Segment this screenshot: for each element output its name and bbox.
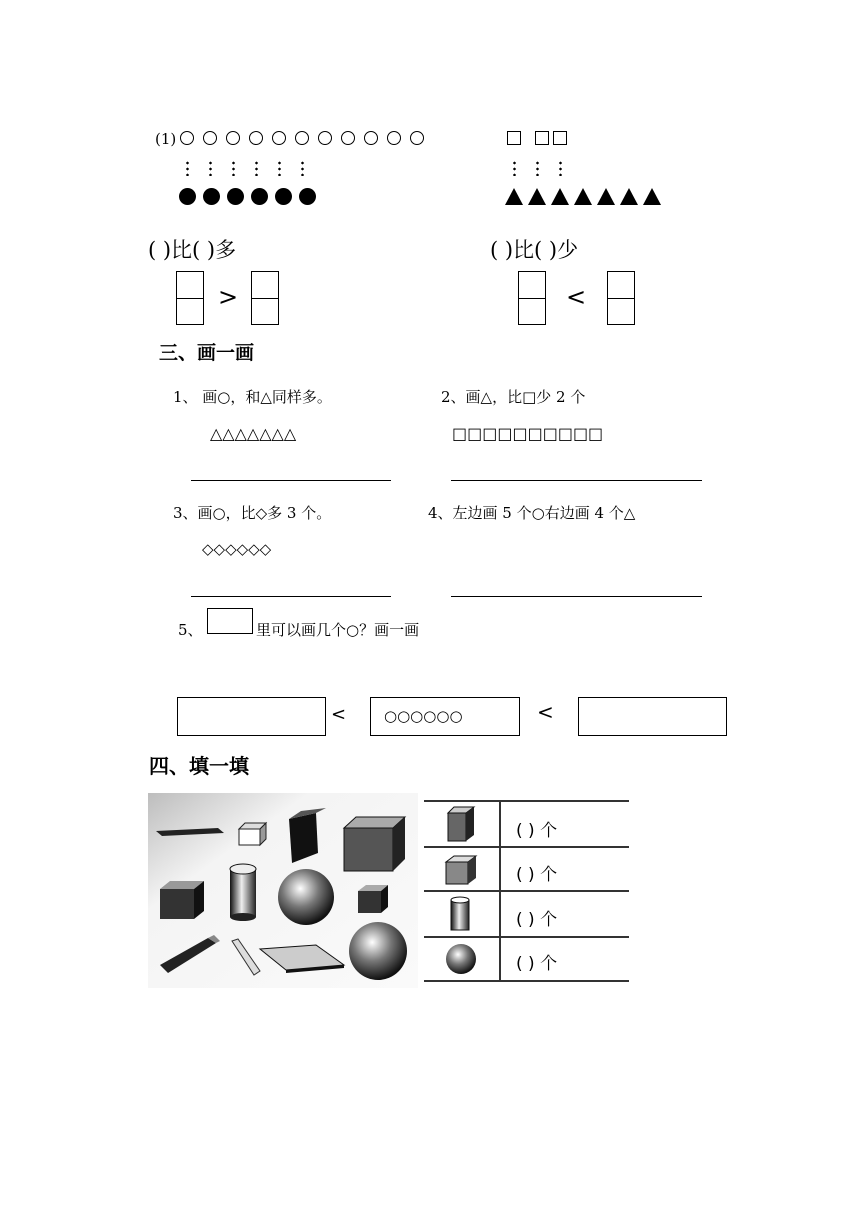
dotted-connector-row-right bbox=[513, 160, 582, 176]
q4-text: 4、左边画 5 个○右边画 4 个△ bbox=[428, 504, 636, 522]
hollow-circle-icon bbox=[318, 131, 332, 145]
q3-answer-line[interactable] bbox=[191, 596, 391, 597]
table-row-sphere-count[interactable]: ( ) 个 bbox=[516, 954, 558, 974]
q5-less-than-2: < bbox=[537, 700, 554, 724]
hollow-circle-icon bbox=[226, 131, 240, 145]
q5-text: 里可以画几个○？画一画 bbox=[256, 621, 420, 639]
dotted-line-icon bbox=[255, 160, 258, 176]
less-than-sign: < bbox=[566, 283, 587, 311]
filled-circle-icon bbox=[179, 188, 196, 205]
filled-triangle-icon bbox=[528, 188, 546, 205]
hollow-circle-icon bbox=[272, 131, 286, 145]
table-row-cube-count[interactable]: ( ) 个 bbox=[516, 865, 558, 885]
greater-than-sign: > bbox=[218, 283, 239, 311]
q5-sample-box bbox=[207, 608, 253, 634]
filled-triangle-icon bbox=[643, 188, 661, 205]
less-sentence: ( )比( )少 bbox=[490, 238, 579, 262]
sphere-icon bbox=[444, 942, 478, 976]
cylinder-icon bbox=[450, 896, 470, 934]
q2-answer-line[interactable] bbox=[451, 480, 702, 481]
dotted-line-icon bbox=[209, 160, 212, 176]
q5-right-answer-box[interactable] bbox=[578, 697, 727, 736]
section3-heading: 三、画一画 bbox=[159, 342, 255, 364]
dotted-line-icon bbox=[559, 160, 562, 176]
answer-box-left-1[interactable] bbox=[176, 271, 204, 325]
hollow-circle-row bbox=[180, 131, 433, 145]
table-row-cylinder-count[interactable]: ( ) 个 bbox=[516, 910, 558, 930]
hollow-circle-icon bbox=[295, 131, 309, 145]
square-icon bbox=[507, 131, 521, 145]
q5-middle-circles: ○○○○○○ bbox=[384, 707, 463, 725]
hollow-circle-icon bbox=[410, 131, 424, 145]
square-icon bbox=[553, 131, 567, 145]
answer-box-right-2[interactable] bbox=[607, 271, 635, 325]
q3-text: 3、画○，比◇多 3 个。 bbox=[173, 504, 332, 522]
square-row bbox=[507, 131, 576, 145]
filled-circle-icon bbox=[227, 188, 244, 205]
filled-circle-icon bbox=[275, 188, 292, 205]
hollow-circle-icon bbox=[180, 131, 194, 145]
answer-box-left-2[interactable] bbox=[251, 271, 279, 325]
hollow-circle-icon bbox=[364, 131, 378, 145]
cube-icon bbox=[444, 854, 478, 886]
q4-answer-line[interactable] bbox=[451, 596, 702, 597]
q1-answer-line[interactable] bbox=[191, 480, 391, 481]
table-row-cuboid-count[interactable]: ( ) 个 bbox=[516, 821, 558, 841]
filled-triangle-icon bbox=[505, 188, 523, 205]
dotted-line-icon bbox=[513, 160, 516, 176]
filled-triangle-icon bbox=[597, 188, 615, 205]
filled-triangle-row bbox=[505, 188, 666, 205]
filled-triangle-icon bbox=[551, 188, 569, 205]
solids-count-table bbox=[424, 800, 629, 982]
small-cube-icon bbox=[239, 823, 266, 845]
more-sentence: ( )比( )多 bbox=[148, 238, 237, 262]
dotted-line-icon bbox=[186, 160, 189, 176]
dotted-line-icon bbox=[536, 160, 539, 176]
dotted-connector-row-left bbox=[186, 160, 324, 176]
filled-circle-icon bbox=[299, 188, 316, 205]
q1-triangles: △△△△△△△ bbox=[210, 424, 297, 443]
hollow-circle-icon bbox=[203, 131, 217, 145]
filled-circle-row bbox=[179, 188, 323, 205]
q2-text: 2、画△，比□少 2 个 bbox=[441, 388, 586, 406]
q5-left-answer-box[interactable] bbox=[177, 697, 326, 736]
filled-triangle-icon bbox=[620, 188, 638, 205]
hollow-circle-icon bbox=[387, 131, 401, 145]
solids-image bbox=[148, 793, 418, 988]
cuboid-icon bbox=[446, 805, 478, 843]
part1-label: (1) bbox=[155, 130, 177, 148]
answer-box-right-1[interactable] bbox=[518, 271, 546, 325]
hollow-circle-icon bbox=[341, 131, 355, 145]
dotted-line-icon bbox=[278, 160, 281, 176]
filled-circle-icon bbox=[203, 188, 220, 205]
q5-middle-box bbox=[370, 697, 520, 736]
q3-diamonds: ◇◇◇◇◇◇ bbox=[202, 540, 272, 558]
square-icon bbox=[535, 131, 549, 145]
dotted-line-icon bbox=[301, 160, 304, 176]
section4-heading: 四、填一填 bbox=[149, 754, 249, 778]
q5-prefix: 5、 bbox=[178, 621, 203, 639]
q5-less-than-1: < bbox=[331, 704, 347, 725]
hollow-circle-icon bbox=[249, 131, 263, 145]
q2-squares: □□□□□□□□□□ bbox=[452, 424, 604, 443]
filled-circle-icon bbox=[251, 188, 268, 205]
filled-triangle-icon bbox=[574, 188, 592, 205]
dotted-line-icon bbox=[232, 160, 235, 176]
q1-text: 1、 画○，和△同样多。 bbox=[173, 388, 332, 406]
